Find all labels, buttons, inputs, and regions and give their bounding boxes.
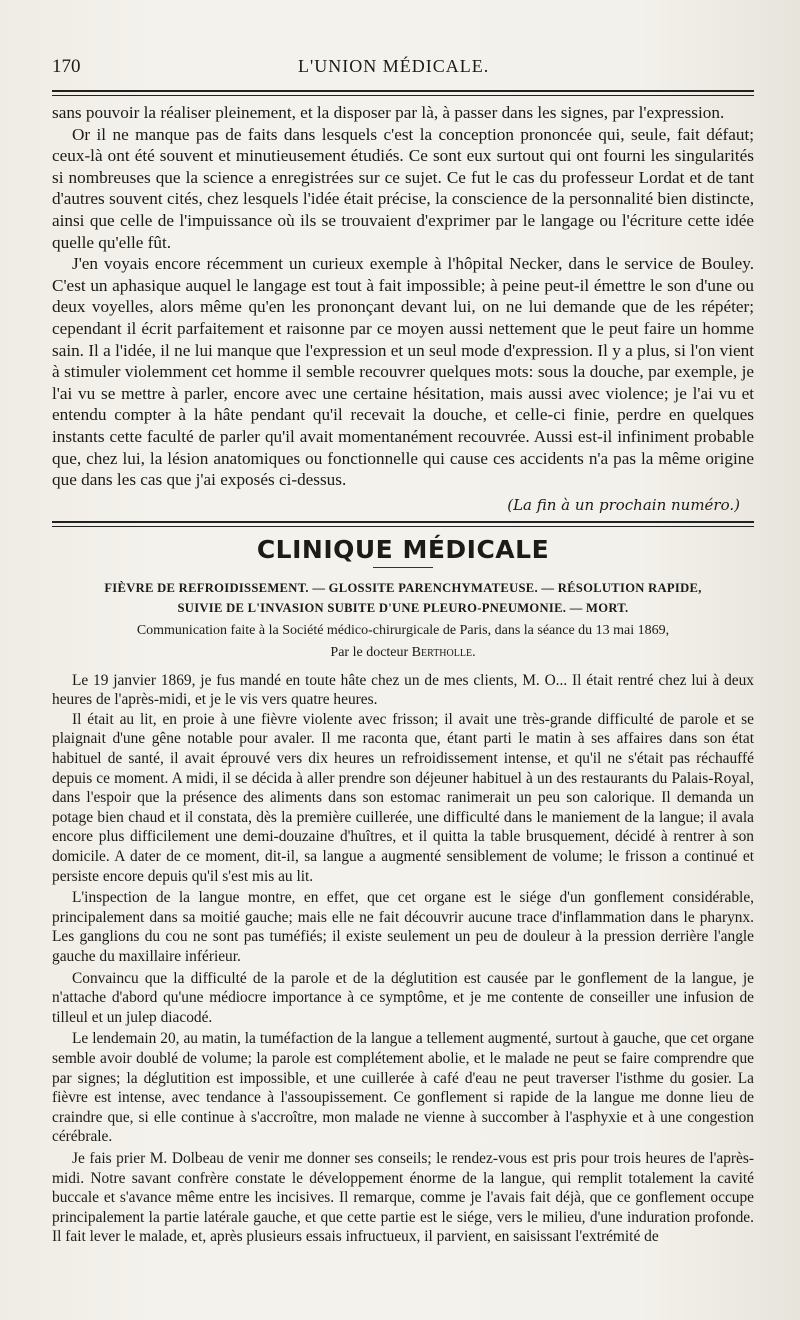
communication-note: Communication faite à la Société médico-chirurgicale de Paris, dans la séance du 13 mai 1869, (136, 622, 670, 638)
paragraph: Or il ne manque pas de faits dans lesquels c'est la conception prononcée qui, seule, fait défaut; ceux-là ont été souvent et minutieusement étudiés. Ce sont eux surtout qui ont fourni les singularités si nombreuses que la science a enregistrées sur ce sujet. Ce fut le cas du professeur Lordat et de tant d'autres souvent cités, chez lesquels l'idée était précise, la conscience de la personnalité bien distincte, ainsi que celle de l'impuissance où ils se trouvaient d'exprimer par le langage ou l'écriture cette idée quelle qu'elle fût. (52, 124, 754, 252)
author-name: Bertholle. (411, 644, 476, 660)
paragraph: sans pouvoir la réaliser pleinement, et la disposer par là, à passer dans les signes, par l'expression. (52, 103, 725, 122)
previous-article-continuation (52, 102, 754, 517)
paragraph: Le lendemain 20, au matin, la tuméfaction de la langue a tellement augmenté, surtout à gauche, que cet organe semble avoir doublé de volume; la parole est complétement abolie, et le malade ne peut se faire comprendre que par signes; la déglutition est impossible, et une cuillerée à café d'eau ne peut traverser l'isthme du gosier. La fièvre est intense, avec tendance à l'assoupissement. Ce gonflement si rapide de la langue me donne lieu de craindre que, si elle continue à s'accroître, mon malade ne vienne à succomber à l'asphyxie et à une congestion cérébrale. (52, 1030, 754, 1146)
title-divider (373, 567, 433, 568)
article-body (52, 671, 754, 1247)
article-title-line-1: FIÈVRE DE REFROIDISSEMENT. — GLOSSITE PARENCHYMATEUSE. — RÉSOLUTION RAPIDE, (104, 580, 702, 595)
page-header (52, 56, 754, 86)
paragraph: Je fais prier M. Dolbeau de venir me donner ses conseils; le rendez-vous est pris pour trois heures de l'après-midi. Notre savant confrère constate le développement énorme de la langue, qui remplit totalement la cavité buccale et s'avance même entre les incisives. Il remarque, comme je l'avais fait déjà, que ce gonflement occupe principalement la partie latérale gauche, et que cette partie est le siége, vers le milieu, d'une induration profonde. Il fait lever le malade, et, après plusieurs essais infructueux, il parvient, en saisissant l'extrémité de (52, 1149, 754, 1246)
article-title-line-2: SUIVIE DE L'INVASION SUBITE D'UNE PLEURO-PNEUMONIE. — MORT. (177, 600, 629, 615)
paragraph: J'en voyais encore récemment un curieux exemple à l'hôpital Necker, dans le service de Bouley. C'est un aphasique auquel le langage est tout à fait impossible; à peine peut-il émettre le son d'une ou deux voyelles, alors même qu'en les prononçant devant lui, on ne lui demande que de les répéter; cependant il écrit parfaitement et raisonne par ce moyen aussi nettement que le peut faire un homme sain. Il a l'idée, il ne lui manque que l'expression et un seul mode d'expression. Il y a plus, si l'on vient à stimuler violemment cet homme il semble recouvrer quelques mots: sous la douche, par exemple, je l'ai vu se mettre à parler, encore avec une certaine hésitation, mais aussi avec violence; je l'ai vu et entendu compter à la hâte pendant qu'il recevait la douche, et celle-ci finie, perdre en quelques instants cette faculté de parler qu'il avait momentanément recouvrée. Aussi est-il infiniment probable que, chez lui, la lésion anatomiques ou fonctionnelle qui cause ces accidents n'a pas la même origine que dans les cas que j'ai exposés ci-dessus. (52, 254, 754, 490)
continuation-note: (La fin à un prochain numéro.) (507, 495, 740, 514)
section-rule (52, 521, 754, 527)
paragraph: Le 19 janvier 1869, je fus mandé en toute hâte chez un de mes clients, M. O... Il était rentré chez lui à deux heures de l'après-midi, et je le vis vers quatre heures. (52, 671, 754, 709)
running-title: L'UNION MÉDICALE. (298, 56, 490, 76)
paragraph: L'inspection de la langue montre, en effet, que cet organe est le siége d'un gonflement considérable, principalement dans sa moitié gauche; mais elle ne fait découvrir aucune trace d'inflammation dans le pharynx. Les ganglions du cou ne sont pas tuméfiés; il existe seulement un peu de douleur à la pression derrière l'angle gauche du maxillaire inférieur. (52, 889, 754, 965)
author-prefix: Par le docteur (330, 644, 412, 660)
paragraph: Il était au lit, en proie à une fièvre violente avec frisson; il avait une très-grande difficulté de parole et se plaignait d'une gêne notable pour avaler. Il me raconta que, étant parti le matin à ses affaires dans son état habituel de santé, il avait éprouvé vers dix heures un refroidissement intense, et qu'il ne s'était pas réchauffé depuis ce moment. A midi, il se décida à aller prendre son déjeuner habituel à un des restaurants du Palais-Royal, dans l'espoir que la présence des aliments dans son estomac ranimerait un peu son calorique. Il demanda un potage bien chaud et il constata, dès la première cuillerée, une difficulté dans le maniement de la langue; il avala encore plus difficilement une demi-douzaine d'huîtres, et il quitta la table brusquement, décidé à rentrer à son domicile. A dater de ce moment, dit-il, sa langue a augmenté sensiblement de volume; le frisson a continué et persiste encore depuis qu'il s'est mis au lit. (52, 710, 754, 885)
page-number: 170 (52, 56, 81, 77)
header-rule (52, 90, 754, 96)
paragraph: Convaincu que la difficulté de la parole et de la déglutition est causée par le gonflement de la langue, je n'attache d'abord qu'une médiocre importance à ce symptôme, et je me contente de conseiller une infusion de tilleul et un julep diacodé. (52, 969, 754, 1026)
author-line (52, 641, 754, 665)
section-title: CLINIQUE MÉDICALE (256, 534, 550, 564)
